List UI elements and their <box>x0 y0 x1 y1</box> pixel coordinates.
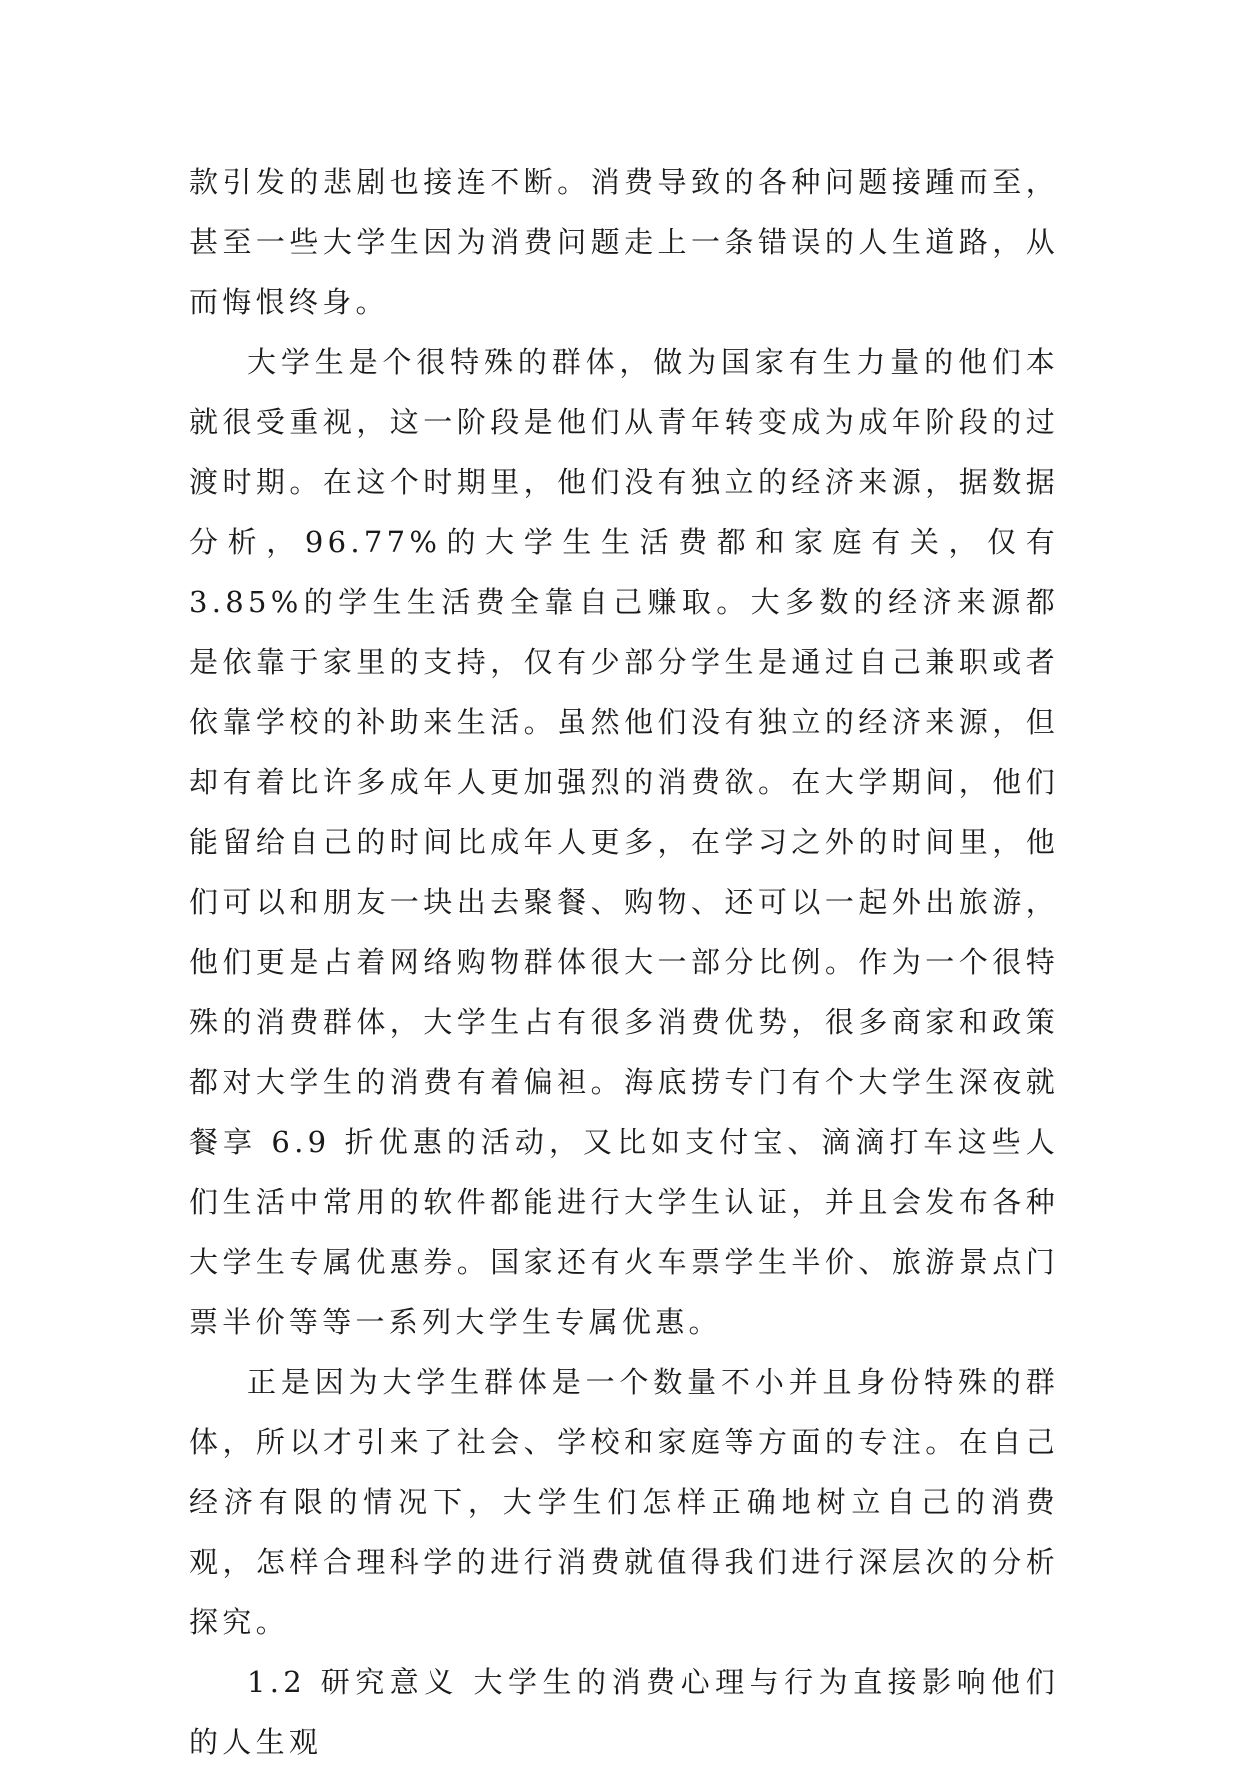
section-heading-research-significance: 1.2 研究意义 大学生的消费心理与行为直接影响他们的人生观 <box>189 1665 1059 1759</box>
paragraph-attention: 正是因为大学生群体是一个数量不小并且身份特殊的群体，所以才引来了社会、学校和家庭等方面的专注。在自己经济有限的情况下，大学生们怎样正确地树立自己的消费观，怎样合理科学的进行消费就值得我们进行深层次的分析探究。 <box>189 1365 1059 1639</box>
body-text <box>189 152 1059 1772</box>
paragraph-student-group: 大学生是个很特殊的群体，做为国家有生力量的他们本就很受重视，这一阶段是他们从青年转变成为成年阶段的过渡时期。在这个时期里，他们没有独立的经济来源，据数据分析，96.77%的大学生生活费都和家庭有关，仅有 3.85%的学生生活费全靠自己赚取。大多数的经济来源都是依靠于家里的支持，仅有少部分学生是通过自己兼职或者依靠学校的补助来生活。虽然他们没有独立的经济来源，但却有着比许多成年人更加强烈的消费欲。在大学期间，他们能留给自己的时间比成年人更多，在学习之外的时间里，他们可以和朋友一块出去聚餐、购物、还可以一起外出旅游，他们更是占着网络购物群体很大一部分比例。作为一个很特殊的消费群体，大学生占有很多消费优势，很多商家和政策都对大学生的消费有着偏袒。海底捞专门有个大学生深夜就餐享 6.9 折优惠的活动，又比如支付宝、滴滴打车这些人们生活中常用的软件都能进行大学生认证，并且会发布各种大学生专属优惠券。国家还有火车票学生半价、旅游景点门票半价等等一系列大学生专属优惠。 <box>189 345 1059 1339</box>
paragraph-continuation: 款引发的悲剧也接连不断。消费导致的各种问题接踵而至，甚至一些大学生因为消费问题走上一条错误的人生道路，从而悔恨终身。 <box>189 165 1059 319</box>
